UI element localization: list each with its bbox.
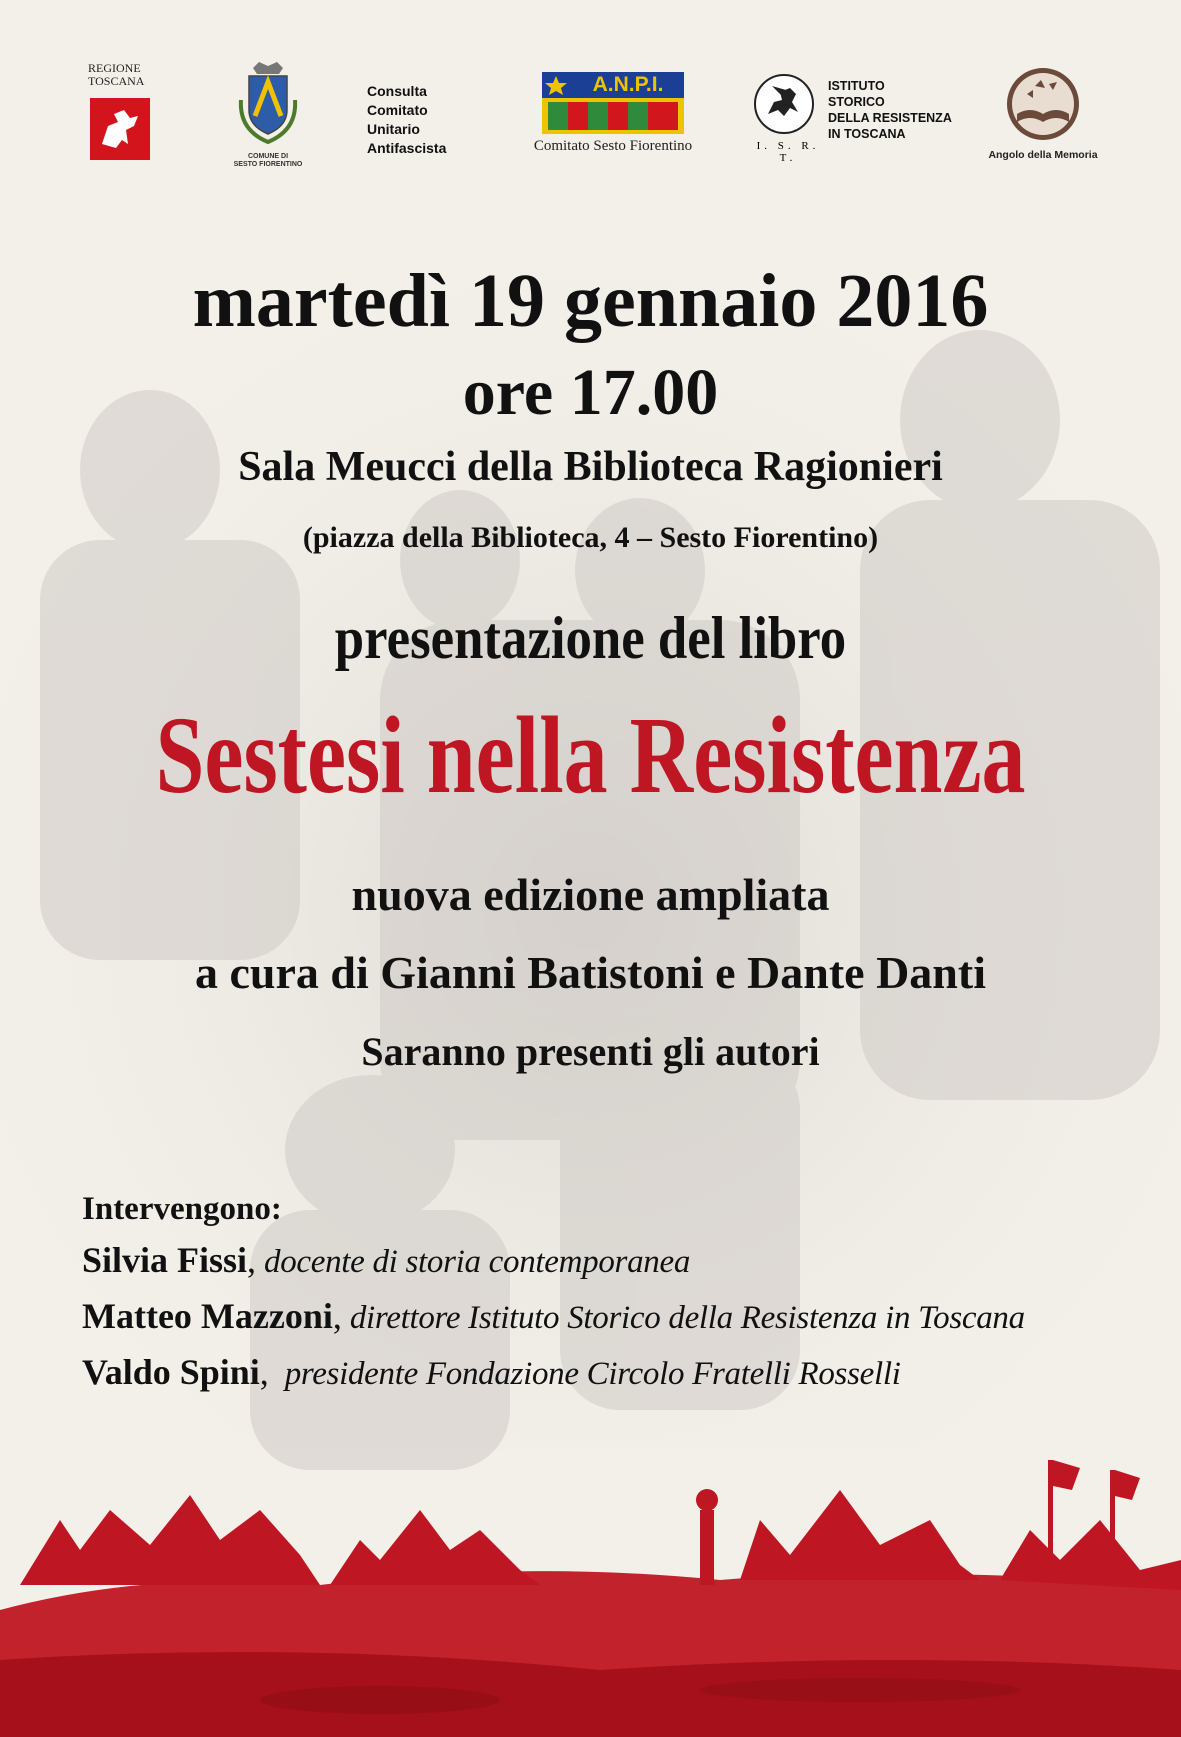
book-title: Sestesi nella Resistenza: [155, 694, 1026, 816]
consulta-line-2: Comitato: [367, 102, 428, 118]
speaker-row: [82, 1233, 1162, 1289]
speaker-name: Valdo Spini: [82, 1352, 260, 1392]
isrt-line-4: IN TOSCANA: [828, 127, 906, 141]
comune-line-2: SESTO FIORENTINO: [233, 161, 303, 168]
event-venue: Sala Meucci della Biblioteca Ragionieri: [238, 444, 943, 490]
municipal-crest-icon: [233, 60, 303, 148]
speakers-heading: Intervengono:: [82, 1191, 282, 1227]
isrt-initials: I. S. R. T.: [756, 140, 820, 164]
authors-note: Saranno presenti gli autori: [361, 1029, 820, 1074]
partisans-silhouette-art: [0, 1370, 1181, 1737]
speaker-name: Silvia Fissi: [82, 1240, 248, 1280]
book-edition: nuova edizione ampliata: [351, 869, 830, 920]
regione-line-1: REGIONE: [88, 61, 141, 75]
speakers-section: [82, 1185, 1162, 1401]
pegasus-shield-icon: [88, 96, 152, 168]
book-intro: presentazione del libro: [334, 605, 847, 671]
book-curators: a cura di Gianni Batistoni e Dante Danti: [194, 947, 986, 998]
speaker-role: docente di storia contemporanea: [256, 1244, 691, 1280]
comune-line-1: COMUNE DI: [247, 153, 289, 160]
speaker-name: Matteo Mazzoni: [82, 1296, 333, 1336]
speaker-row: [82, 1289, 1162, 1345]
consulta-line-1: Consulta: [367, 83, 427, 99]
event-date: martedì 19 gennaio 2016: [192, 259, 989, 343]
speaker-role: presidente Fondazione Circolo Fratelli Rosselli: [268, 1356, 901, 1392]
speaker-separator: ,: [332, 1296, 342, 1336]
isrt-name: [828, 78, 958, 142]
open-book-icon: [1005, 66, 1081, 142]
isrt-line-2: STORICO: [828, 95, 885, 109]
regione-toscana-logo: [88, 62, 158, 173]
event-time: ore 17.00: [462, 356, 719, 429]
consulta-line-3: Unitario: [367, 121, 420, 137]
comune-sesto-logo: [228, 60, 308, 169]
anpi-logo: [528, 72, 698, 155]
isrt-line-3: DELLA RESISTENZA: [828, 111, 952, 125]
anpi-caption: Comitato Sesto Fiorentino: [533, 138, 693, 154]
isrt-line-1: ISTITUTO: [828, 79, 885, 93]
event-address: (piazza della Biblioteca, 4 – Sesto Fiorentino): [302, 521, 879, 554]
speaker-separator: ,: [259, 1352, 269, 1392]
speaker-separator: ,: [247, 1240, 257, 1280]
speaker-role: direttore Istituto Storico della Resistenza in Toscana: [341, 1300, 1025, 1336]
consulta-line-4: Antifascista: [367, 140, 447, 156]
angolo-caption: Angolo della Memoria: [988, 149, 1098, 161]
anpi-flag-icon: [542, 72, 684, 134]
angolo-memoria-logo: [978, 66, 1108, 161]
winged-horse-seal-icon: [752, 72, 816, 136]
regione-line-2: TOSCANA: [88, 74, 145, 88]
anpi-mark: A.N.P.I.: [592, 73, 664, 96]
consulta-logo-text: [367, 82, 477, 158]
